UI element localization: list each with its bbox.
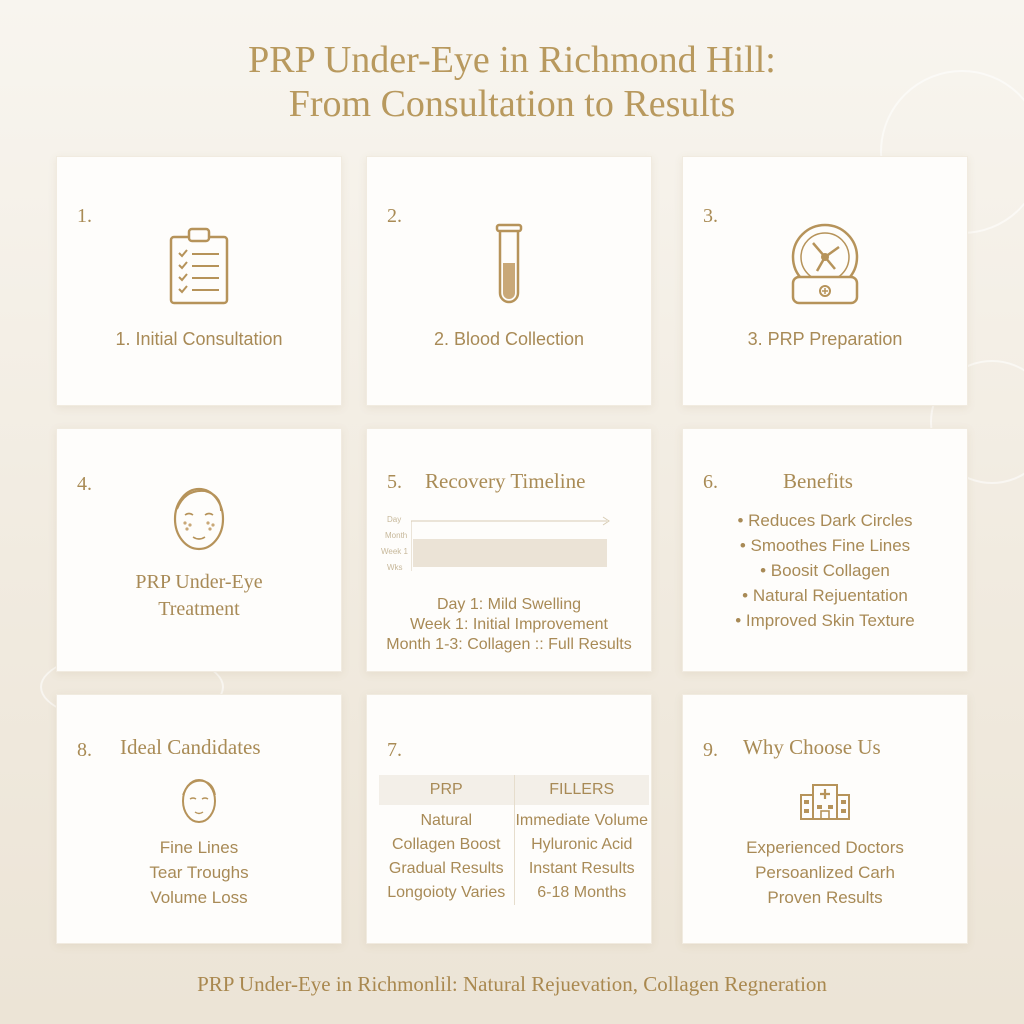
footer-tagline: PRP Under-Eye in Richmonlil: Natural Rejuevation, Collagen Regneration: [197, 972, 827, 996]
timeline-axis-label: Week 1: [381, 547, 408, 556]
table-cell: Immediate Volume: [515, 812, 648, 829]
timeline-axis-label: Month: [385, 531, 408, 540]
timeline-line: Week 1: Initial Improvement: [409, 616, 608, 633]
step-card-blood-collection: [366, 156, 652, 406]
table-cell: Longoioty Varies: [387, 884, 506, 901]
step-card-ideal-candidates: [56, 694, 342, 944]
page-title-line2: From Consultation to Results: [288, 83, 736, 125]
card-heading: Why Choose Us: [743, 735, 881, 759]
benefit-item: • Improved Skin Texture: [735, 611, 915, 630]
candidate-item: Fine Lines: [159, 838, 239, 857]
step-number: 6.: [703, 471, 718, 493]
step-label: 2. Blood Collection: [433, 329, 585, 349]
reason-item: Proven Results: [767, 888, 883, 907]
step-card-consultation: [56, 156, 342, 406]
step-number: 2.: [387, 205, 402, 227]
benefit-item: • Smoothes Fine Lines: [739, 536, 911, 555]
step-label: 3. PRP Preparation: [747, 329, 903, 349]
timeline-axis-label: Day: [387, 515, 402, 524]
table-cell: Collagen Boost: [391, 836, 501, 853]
step-label: 1. Initial Consultation: [115, 329, 283, 349]
timeline-chart: [411, 515, 625, 577]
treatment-label-line2: Treatment: [158, 598, 240, 620]
comparison-table: [379, 775, 649, 905]
step-number: 8.: [77, 739, 92, 761]
reason-item: Persoanlized Carh: [755, 863, 895, 882]
benefit-item: • Boosit Collagen: [760, 561, 890, 580]
step-card-recovery-timeline: [366, 428, 652, 672]
clinic-building-icon: [799, 779, 851, 821]
table-cell: Hyluronic Acid: [531, 836, 633, 853]
timeline-axis-label: Wks: [387, 563, 403, 572]
card-heading: Recovery Timeline: [425, 469, 586, 493]
treatment-label-line1: PRP Under-Eye: [135, 571, 263, 593]
table-cell: 6-18 Months: [537, 884, 627, 901]
step-number: 1.: [77, 205, 92, 227]
table-header-fillers: FILLERS: [514, 775, 650, 805]
table-cell: Gradual Results: [388, 860, 504, 877]
step-number: 9.: [703, 739, 718, 761]
centrifuge-icon: [787, 221, 863, 307]
reason-item: Experienced Doctors: [746, 838, 904, 857]
test-tube-icon: [495, 223, 523, 307]
step-number: 7.: [387, 739, 402, 761]
timeline-bar: [413, 539, 607, 567]
step-card-treatment: [56, 428, 342, 672]
table-header-prp: PRP: [429, 781, 463, 798]
table-cell: Instant Results: [528, 860, 635, 877]
step-number: 4.: [77, 473, 92, 495]
candidate-item: Volume Loss: [150, 888, 248, 907]
timeline-line: Month 1-3: Collagen :: Full Results: [386, 636, 632, 653]
step-card-comparison: [366, 694, 652, 944]
table-cell: Natural: [420, 812, 473, 829]
candidate-item: Tear Troughs: [149, 863, 249, 882]
step-card-benefits: [682, 428, 968, 672]
page-title-line1: PRP Under-Eye in Richmond Hill:: [248, 39, 776, 81]
benefit-item: • Reduces Dark Circles: [737, 511, 913, 530]
timeline-line: Day 1: Mild Swelling: [436, 596, 582, 613]
step-card-why-choose-us: [682, 694, 968, 944]
card-heading: Ideal Candidates: [120, 735, 261, 759]
benefit-item: • Natural Rejuentation: [742, 586, 908, 605]
face-icon: [171, 483, 227, 551]
step-number: 5.: [387, 471, 402, 493]
step-number: 3.: [703, 205, 718, 227]
clipboard-icon: [167, 227, 231, 307]
face-profile-icon: [179, 775, 219, 825]
page-title: [0, 38, 1024, 126]
card-heading: Benefits: [783, 469, 853, 493]
step-card-prp-preparation: [682, 156, 968, 406]
